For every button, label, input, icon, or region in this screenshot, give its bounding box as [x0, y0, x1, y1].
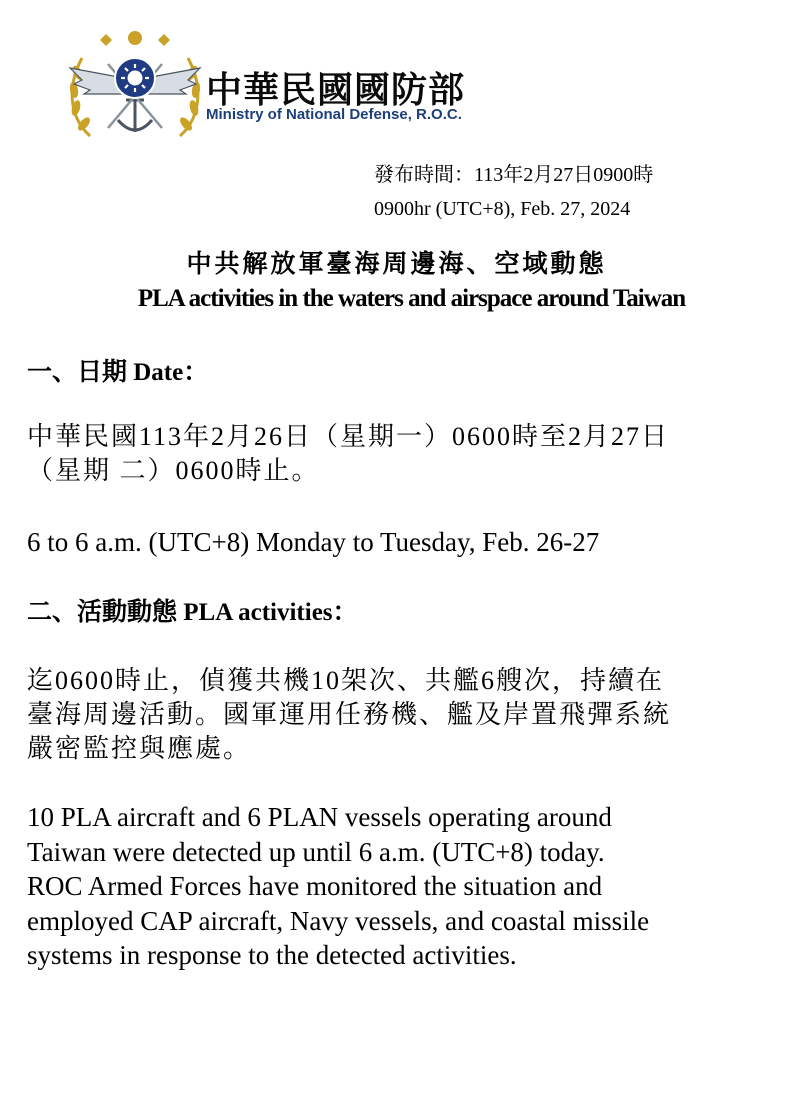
date-heading: 一、日期 Date：	[27, 359, 209, 386]
activities-en-line: Taiwan were detected up until 6 a.m. (UTC+8) today.	[27, 836, 605, 867]
release-time-en: 0900hr (UTC+8), Feb. 27, 2024	[374, 198, 631, 220]
activities-zh-line: 迄0600時止，偵獲共機10架次、共艦6艘次，持續在	[27, 666, 665, 695]
activities-en-line: 10 PLA aircraft and 6 PLAN vessels operating around	[27, 802, 612, 832]
letterhead	[60, 28, 540, 148]
date-zh-line: （星期 二）0600時止。	[27, 456, 320, 485]
date-zh-line: 中華民國113年2月26日（星期一）0600時至2月27日	[27, 422, 670, 451]
release-time-zh: 發布時間：113年2月27日0900時	[374, 164, 654, 186]
document-title	[0, 248, 793, 316]
title-en: PLA activities in the waters and airspace around Taiwan	[137, 285, 686, 312]
org-name-zh: 中華民國國防部	[206, 70, 466, 111]
activities-en-line: systems in response to the detected activities.	[27, 940, 517, 970]
activities-en-line: employed CAP aircraft, Navy vessels, and coastal missile	[27, 905, 650, 936]
mnd-emblem-icon	[60, 28, 210, 148]
activities-paragraph-zh	[27, 664, 772, 766]
org-name-en: Ministry of National Defense, R.O.C.	[206, 106, 462, 123]
activities-heading: 二、活動動態 PLA activities：	[27, 599, 358, 626]
title-zh: 中共解放軍臺海周邊海、空域動態	[186, 251, 607, 278]
date-paragraph-zh	[27, 420, 772, 488]
activities-zh-line: 臺海周邊活動。國軍運用任務機、艦及岸置飛彈系統	[27, 700, 672, 729]
activities-zh-line: 嚴密監控與應處。	[27, 734, 252, 763]
activities-paragraph-en	[27, 800, 772, 973]
date-paragraph-en: 6 to 6 a.m. (UTC+8) Monday to Tuesday, Feb. 26-27	[27, 527, 600, 557]
activities-en-line: ROC Armed Forces have monitored the situation and	[27, 871, 603, 901]
release-time	[374, 158, 653, 226]
